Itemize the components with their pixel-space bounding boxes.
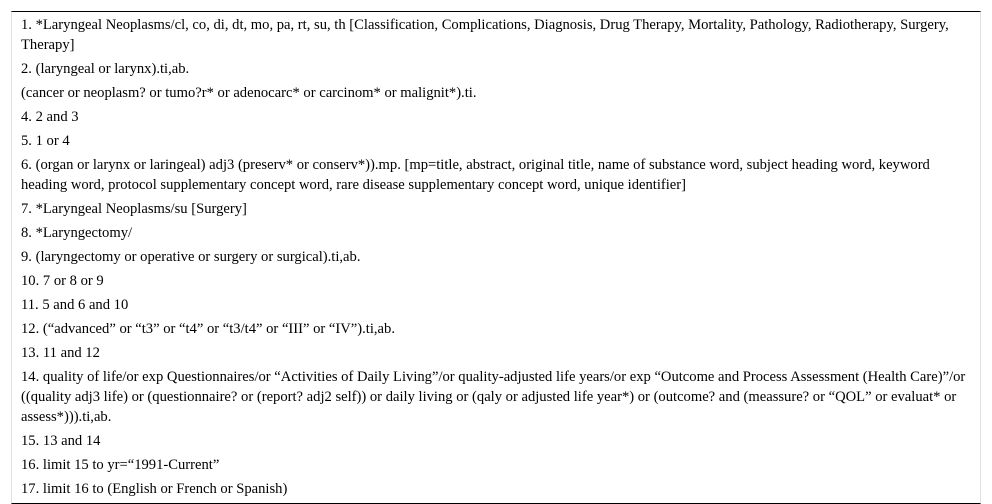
table-row: 4. 2 and 3 [21,109,79,125]
search-strategy-table [11,11,981,504]
table-row: 9. (laryngectomy or operative or surgery or surgical).ti,ab. [21,249,361,265]
table-row: 2. (laryngeal or larynx).ti,ab. [21,61,190,77]
table-row: 14. quality of life/or exp Questionnaires/or “Activities of Daily Living”/or quality-adjusted life years/or exp “Outcome and Process Assessment (Health Care)”/or ((quality adj3 life) or (questionnaire? or (report? adj2 self)) or daily living or (qaly or adjusted life year*) or (outcome? and (meassure? or “QOL” or evaluat* or assess*))).ti,ab. [21,369,966,425]
table-row: (cancer or neoplasm? or tumo?r* or adenocarc* or carcinom* or malignit*).ti. [21,85,477,101]
table-row: 8. *Laryngectomy/ [21,225,133,241]
table-row: 11. 5 and 6 and 10 [21,297,129,313]
table-row: 12. (“advanced” or “t3” or “t4” or “t3/t4” or “III” or “IV”).ti,ab. [21,321,395,337]
table-row: 5. 1 or 4 [21,133,70,149]
table-row: 15. 13 and 14 [21,433,101,449]
table-row: 13. 11 and 12 [21,345,100,361]
table-row: 1. *Laryngeal Neoplasms/cl, co, di, dt, mo, pa, rt, su, th [Classification, Complications, Diagnosis, Drug Therapy, Mortality, Pathology, Radiotherapy, Surgery, Therapy] [21,17,949,53]
table-row: 17. limit 16 to (English or French or Spanish) [21,481,288,497]
table-row: 16. limit 15 to yr=“1991-Current” [21,457,220,473]
table-row: 10. 7 or 8 or 9 [21,273,104,289]
table-row: 6. (organ or larynx or laringeal) adj3 (preserv* or conserv*)).mp. [mp=title, abstract, original title, name of substance word, subject heading word, keyword heading word, protocol supplementary concept word, rare disease supplementary concept word, unique identifier] [21,157,930,193]
table-row: 7. *Laryngeal Neoplasms/su [Surgery] [21,201,247,217]
